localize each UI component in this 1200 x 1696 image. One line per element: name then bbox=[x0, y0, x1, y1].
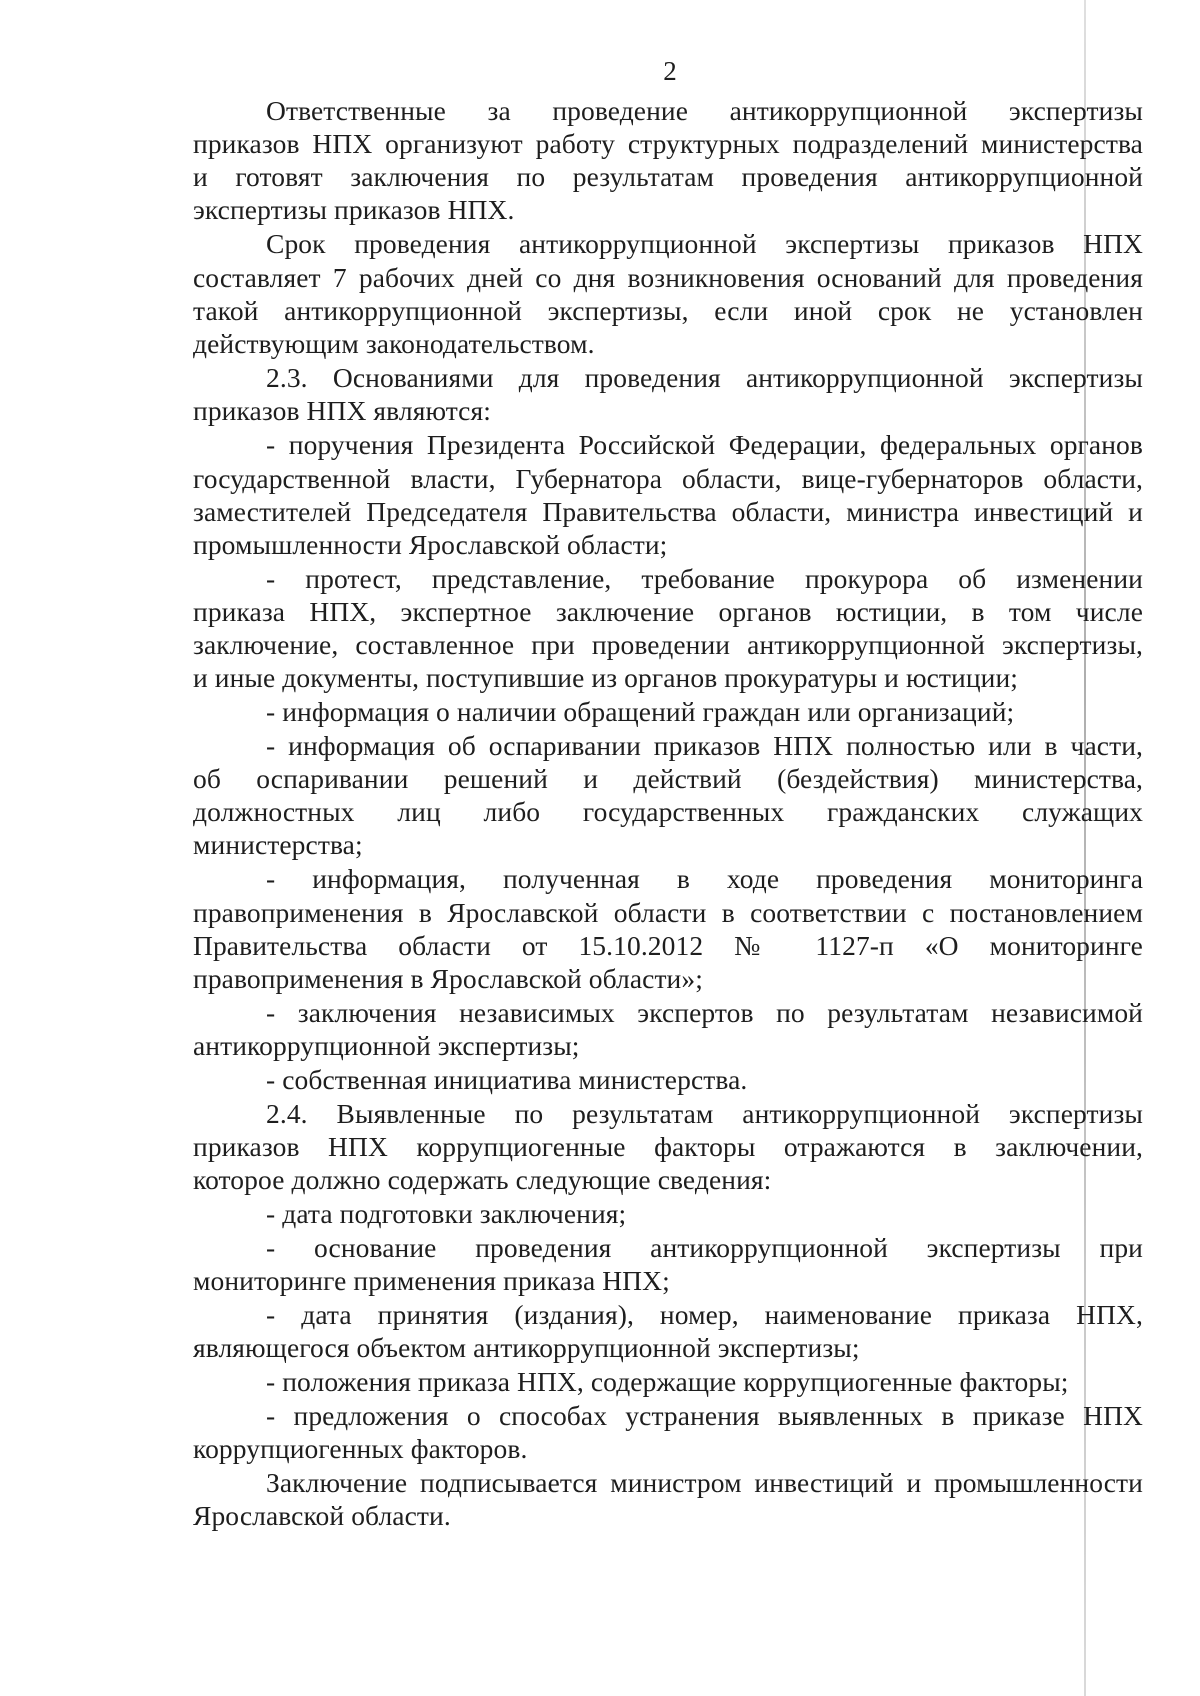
list-item-line: об оспаривании решений и действий (бездействия) министерства, bbox=[193, 763, 1143, 794]
paragraph-line: приказов НПХ организуют работу структурных подразделений министерства bbox=[193, 128, 1143, 159]
list-item-line: коррупциогенных факторов. bbox=[193, 1433, 528, 1464]
list-item-line: - заключения независимых экспертов по результатам независимой bbox=[266, 997, 1143, 1028]
paragraph-line: Заключение подписывается министром инвестиций и промышленности bbox=[266, 1467, 1143, 1498]
list-item-line: правоприменения в Ярославской области в соответствии с постановлением bbox=[193, 897, 1143, 928]
list-item-line: - дата принятия (издания), номер, наименование приказа НПХ, bbox=[266, 1299, 1143, 1330]
list-item-line: Правительства области от 15.10.2012 № 1127-п «О мониторинге bbox=[193, 930, 1143, 961]
paragraph-line: действующим законодательством. bbox=[193, 328, 595, 359]
page-number: 2 bbox=[663, 56, 677, 86]
list-item-line: - протест, представление, требование прокурора об изменении bbox=[266, 563, 1143, 594]
list-item-line: антикоррупционной экспертизы; bbox=[193, 1030, 580, 1061]
list-item-line: - информация об оспаривании приказов НПХ полностью или в части, bbox=[266, 730, 1143, 761]
paragraph-line: Ответственные за проведение антикоррупционной экспертизы bbox=[266, 95, 1143, 126]
paragraph-line: 2.3. Основаниями для проведения антикоррупционной экспертизы bbox=[266, 362, 1143, 393]
list-item-line: государственной власти, Губернатора области, вице-губернаторов области, bbox=[193, 463, 1143, 494]
list-item-line: - информация о наличии обращений граждан или организаций; bbox=[266, 696, 1015, 727]
list-item-line: промышленности Ярославской области; bbox=[193, 529, 668, 560]
list-item-line: - поручения Президента Российской Федерации, федеральных органов bbox=[266, 429, 1143, 460]
paragraph-line: 2.4. Выявленные по результатам антикоррупционной экспертизы bbox=[266, 1098, 1143, 1129]
list-item-line: должностных лиц либо государственных гражданских служащих bbox=[193, 796, 1143, 827]
list-item-line: - дата подготовки заключения; bbox=[266, 1198, 627, 1229]
paragraph-line: Срок проведения антикоррупционной экспертизы приказов НПХ bbox=[266, 228, 1143, 259]
list-item-line: министерства; bbox=[193, 829, 363, 860]
paragraph-line: приказов НПХ коррупциогенные факторы отражаются в заключении, bbox=[193, 1131, 1143, 1162]
list-item-line: приказа НПХ, экспертное заключение органов юстиции, в том числе bbox=[193, 596, 1143, 627]
list-item-line: являющегося объектом антикоррупционной экспертизы; bbox=[193, 1332, 860, 1363]
paragraph-line: которое должно содержать следующие сведения: bbox=[193, 1164, 772, 1195]
list-item-line: - предложения о способах устранения выявленных в приказе НПХ bbox=[266, 1400, 1143, 1431]
list-item-line: - собственная инициатива министерства. bbox=[266, 1064, 748, 1095]
paragraph-line: приказов НПХ являются: bbox=[193, 395, 491, 426]
list-item-line: - положения приказа НПХ, содержащие коррупциогенные факторы; bbox=[266, 1366, 1069, 1397]
list-item-line: - информация, полученная в ходе проведения мониторинга bbox=[266, 863, 1143, 894]
paragraph-line: составляет 7 рабочих дней со дня возникновения оснований для проведения bbox=[193, 262, 1143, 293]
list-item-line: и иные документы, поступившие из органов прокуратуры и юстиции; bbox=[193, 662, 1019, 693]
paragraph-line: и готовят заключения по результатам проведения антикоррупционной bbox=[193, 161, 1143, 192]
list-item-line: правоприменения в Ярославской области»; bbox=[193, 963, 703, 994]
list-item-line: - основание проведения антикоррупционной экспертизы при bbox=[266, 1232, 1143, 1263]
paragraph-line: Ярославской области. bbox=[193, 1500, 451, 1531]
paragraph-line: экспертизы приказов НПХ. bbox=[193, 194, 515, 225]
list-item-line: мониторинге применения приказа НПХ; bbox=[193, 1265, 670, 1296]
list-item-line: заключение, составленное при проведении антикоррупционной экспертизы, bbox=[193, 629, 1143, 660]
list-item-line: заместителей Председателя Правительства области, министра инвестиций и bbox=[193, 496, 1143, 527]
paragraph-line: такой антикоррупционной экспертизы, если иной срок не установлен bbox=[193, 295, 1143, 326]
